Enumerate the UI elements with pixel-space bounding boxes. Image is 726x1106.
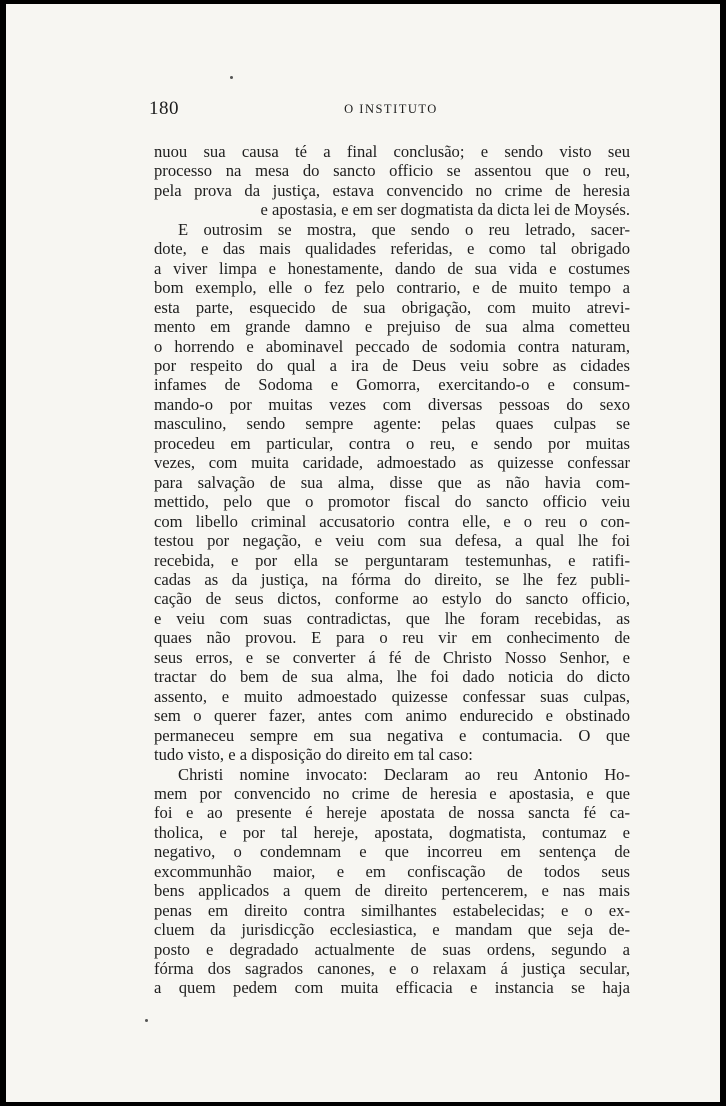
- text-line: masculino, sendo sempre agente: pelas quaes culpas se: [154, 414, 630, 434]
- page: [6, 4, 720, 1102]
- text-line: mento em grande damno e prejuiso de sua alma cometteu: [154, 317, 630, 337]
- text-line: procedeu em particular, contra o reu, e sendo por muitas: [154, 433, 630, 453]
- text-line: negativo, o condemnam e que incorreu em sentença de: [154, 842, 630, 862]
- text-line: posto e degradado actualmente de suas ordens, segundo a: [154, 939, 630, 959]
- text-line: mando-o por muitas vezes com diversas pessoas do sexo: [154, 394, 630, 414]
- body-text: [154, 142, 630, 998]
- text-line: permaneceu sempre em sua negativa e contumacia. O que: [154, 725, 630, 745]
- text-line: Christi nomine invocato: Declaram ao reu Antonio Ho-: [178, 764, 630, 784]
- text-line: pela prova da justiça, estava convencido no crime de heresia: [154, 180, 630, 200]
- text-line: cluem da jurisdicção ecclesiastica, e mandam que seja de-: [154, 920, 630, 940]
- text-line: foi e ao presente é hereje apostata de nossa sancta fé ca-: [154, 803, 630, 823]
- text-line: dote, e das mais qualidades referidas, e como tal obrigado: [154, 239, 630, 259]
- text-line: bens applicados a quem de direito pertencerem, e nas mais: [154, 881, 630, 901]
- text-line: a viver limpa e honestamente, dando de sua vida e costumes: [154, 258, 630, 278]
- text-line: vezes, com muita caridade, admoestado as quizesse confessar: [154, 453, 630, 473]
- text-line: E outrosim se mostra, que sendo o reu letrado, sacer-: [178, 219, 630, 239]
- text-line: nuou sua causa té a final conclusão; e sendo visto seu: [154, 142, 630, 161]
- paper-speck: [145, 1019, 148, 1022]
- text-line: penas em direito contra similhantes estabelecidas; e o ex-: [154, 900, 630, 920]
- text-line: com libello criminal accusatorio contra elle, e o reu o con-: [154, 511, 630, 531]
- text-line: tractar do bem de sua alma, lhe foi dado noticia do dicto: [154, 667, 630, 687]
- text-line: e veiu com suas contradictas, que lhe foram recebidas, as: [154, 608, 630, 628]
- text-line: mettido, pelo que o promotor fiscal do sancto officio veiu: [154, 492, 630, 512]
- text-line: testou por negação, e veiu com sua defesa, a qual lhe foi: [154, 531, 630, 551]
- text-line: seus erros, e se converter á fé de Christo Nosso Senhor, e: [154, 647, 630, 667]
- text-line: por respeito do qual a ira de Deus veiu sobre as cidades: [154, 355, 630, 375]
- text-line: cadas as da justiça, na fórma do direito, se lhe fez publi-: [154, 569, 630, 589]
- text-line: a quem pedem com muita efficacia e instancia se haja: [154, 978, 630, 998]
- text-line: tudo visto, e a disposição do direito em tal caso:: [154, 745, 473, 765]
- text-line: fórma dos sagrados canones, e o relaxam á justiça secular,: [154, 959, 630, 979]
- text-line: sem o querer fazer, antes com animo endurecido e obstinado: [154, 706, 630, 726]
- text-line: quaes não provou. E para o reu vir em conhecimento de: [154, 628, 630, 648]
- text-line: assento, e muito admoestado quizesse confessar suas culpas,: [154, 686, 630, 706]
- text-line: recebida, e por ella se perguntaram testemunhas, e ratifi-: [154, 550, 630, 570]
- text-line: infames de Sodoma e Gomorra, exercitando-o e consum-: [154, 375, 630, 395]
- text-line: e apostasia, e em ser dogmatista da dicta lei de Moysés.: [260, 200, 630, 220]
- text-line: processo na mesa do sancto officio se assentou que o reu,: [154, 161, 630, 181]
- paper-speck: [230, 76, 233, 79]
- running-head: [149, 98, 633, 122]
- text-line: tholica, e por tal hereje, apostata, dogmatista, contumaz e: [154, 822, 630, 842]
- text-line: cação de seus dictos, conforme ao estylo do sancto officio,: [154, 589, 630, 609]
- text-line: o horrendo e abominavel peccado de sodomia contra naturam,: [154, 336, 630, 356]
- text-line: mem por convencido no crime de heresia e apostasia, e que: [154, 783, 630, 803]
- running-title: O INSTITUTO: [344, 102, 438, 116]
- text-line: excommunhão maior, e em confiscação de todos seus: [154, 861, 630, 881]
- text-line: esta parte, esquecido de sua obrigação, com muito atrevi-: [154, 297, 630, 317]
- text-line: para salvação de sua alma, disse que as não havia com-: [154, 472, 630, 492]
- page-number: 180: [149, 98, 179, 119]
- text-line: bom exemplo, elle o fez pelo contrario, e de muito tempo a: [154, 278, 630, 298]
